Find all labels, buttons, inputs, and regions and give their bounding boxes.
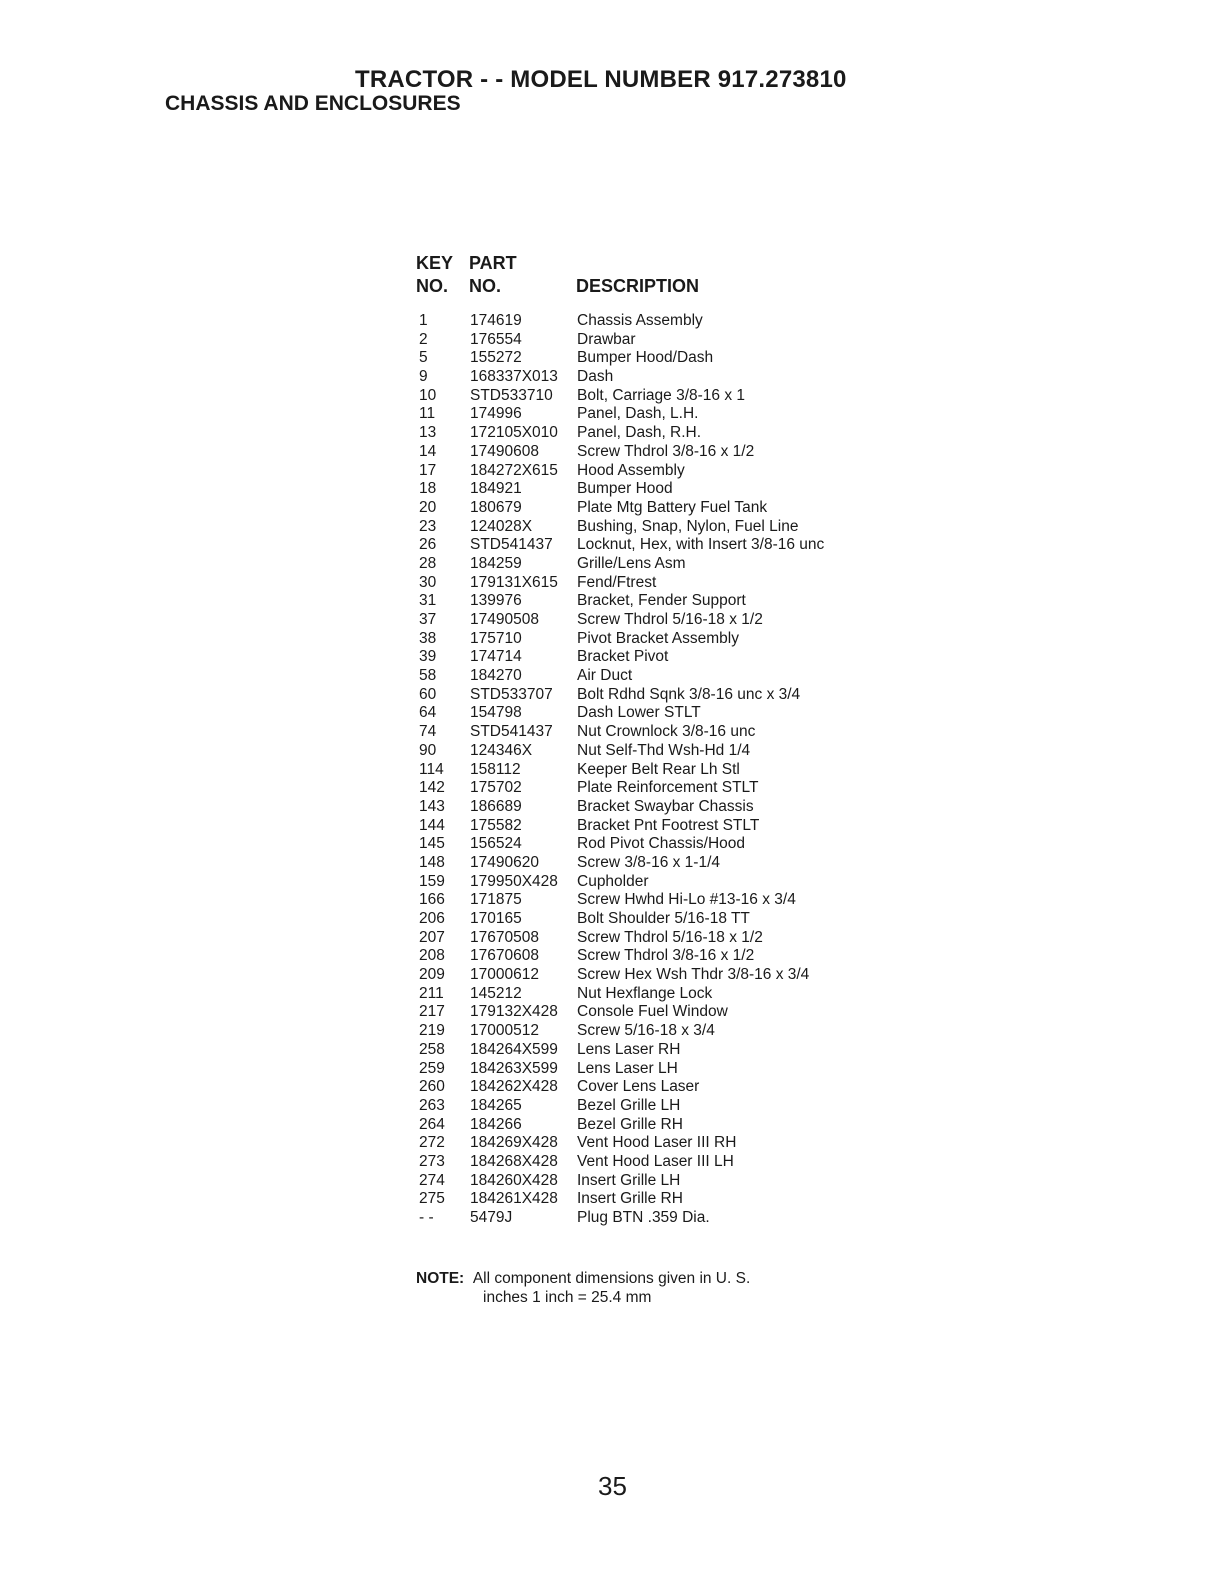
description: Bolt, Carriage 3/8-16 x 1 — [577, 386, 746, 404]
key-no: 74 — [419, 723, 437, 741]
key-no: 23 — [419, 517, 437, 535]
key-no: 275 — [419, 1190, 445, 1208]
part-no: 174996 — [470, 405, 522, 423]
description: Screw 5/16-18 x 3/4 — [577, 1022, 715, 1040]
key-no: 263 — [419, 1096, 445, 1114]
key-no: 274 — [419, 1171, 445, 1189]
part-no: STD541437 — [470, 536, 553, 554]
key-no: 5 — [419, 349, 428, 367]
part-no: 172105X010 — [470, 424, 558, 442]
key-no: 273 — [419, 1152, 445, 1170]
description: Dash Lower STLT — [577, 704, 701, 722]
description: Insert Grille RH — [577, 1190, 683, 1208]
key-no: 10 — [419, 386, 437, 404]
description: Pivot Bracket Assembly — [577, 629, 739, 647]
note-label: NOTE: — [416, 1270, 465, 1287]
key-no: 142 — [419, 779, 445, 797]
key-no: 38 — [419, 629, 437, 647]
part-no: 175710 — [470, 629, 522, 647]
key-no: 90 — [419, 741, 437, 759]
part-no: 184262X428 — [470, 1078, 558, 1096]
part-no: 155272 — [470, 349, 522, 367]
part-no: 154798 — [470, 704, 522, 722]
description: Screw Hex Wsh Thdr 3/8-16 x 3/4 — [577, 966, 810, 984]
key-no: 272 — [419, 1134, 445, 1152]
key-no: 144 — [419, 816, 445, 834]
description: Grille/Lens Asm — [577, 554, 686, 572]
part-no: 158112 — [470, 760, 521, 778]
part-no: 17490620 — [470, 853, 539, 871]
part-no: 17000512 — [470, 1022, 539, 1040]
page-number: 35 — [598, 1471, 627, 1501]
header-key-line1: KEY — [416, 253, 454, 273]
part-no: 124028X — [470, 517, 533, 535]
key-no: 20 — [419, 498, 437, 516]
key-no: 60 — [419, 685, 437, 703]
part-no: 176554 — [470, 330, 522, 348]
part-no: 184261X428 — [470, 1190, 558, 1208]
key-no: 30 — [419, 573, 437, 591]
description: Rod Pivot Chassis/Hood — [577, 835, 745, 853]
part-no: 184269X428 — [470, 1134, 558, 1152]
description: Bushing, Snap, Nylon, Fuel Line — [577, 517, 799, 535]
description: Screw Thdrol 5/16-18 x 1/2 — [577, 928, 763, 946]
key-no: 219 — [419, 1022, 445, 1040]
part-no: 184264X599 — [470, 1040, 558, 1058]
key-no: 37 — [419, 611, 437, 628]
part-no: 175702 — [470, 779, 522, 797]
key-no: 39 — [419, 648, 437, 666]
part-no: 17000612 — [470, 966, 539, 984]
part-no: 184263X599 — [470, 1059, 558, 1077]
key-no: 11 — [419, 405, 436, 423]
description: Screw Thdrol 5/16-18 x 1/2 — [577, 611, 763, 628]
description: Hood Assembly — [577, 461, 685, 479]
key-no: 209 — [419, 966, 445, 984]
note — [416, 1269, 750, 1307]
part-no: 184266 — [470, 1115, 522, 1133]
description: Bolt Shoulder 5/16-18 TT — [577, 910, 750, 927]
part-no: 179131X615 — [470, 573, 558, 591]
description: Lens Laser LH — [577, 1059, 678, 1077]
part-no: 17490608 — [470, 442, 539, 460]
part-no: 186689 — [470, 797, 522, 815]
description: Cover Lens Laser — [577, 1078, 700, 1096]
part-no: 174714 — [470, 648, 522, 666]
part-no: 175582 — [470, 816, 522, 834]
part-no: 168337X013 — [470, 368, 558, 386]
part-no: 145212 — [470, 984, 522, 1002]
description: Bezel Grille RH — [577, 1115, 683, 1133]
key-no: 145 — [419, 835, 445, 853]
part-no: 179132X428 — [470, 1003, 558, 1021]
description: Bumper Hood/Dash — [577, 349, 714, 367]
description: Bracket Pnt Footrest STLT — [577, 816, 760, 834]
key-no: 211 — [419, 984, 444, 1002]
description: Locknut, Hex, with Insert 3/8-16 unc — [577, 536, 825, 554]
part-no: 184921 — [470, 480, 522, 498]
key-no: 18 — [419, 480, 437, 498]
part-no: STD541437 — [470, 723, 553, 741]
part-no: 179950X428 — [470, 872, 558, 890]
description: Nut Hexflange Lock — [577, 984, 713, 1002]
key-no: 206 — [419, 910, 445, 927]
description: Dash — [577, 368, 614, 386]
key-no: 13 — [419, 424, 437, 442]
key-no: 31 — [419, 592, 437, 610]
key-no: 148 — [419, 853, 445, 871]
description: Bracket Pivot — [577, 648, 669, 666]
part-no: 184270 — [470, 667, 522, 685]
description: Screw 3/8-16 x 1-1/4 — [577, 853, 721, 871]
key-no: 264 — [419, 1115, 445, 1133]
part-no: 184260X428 — [470, 1171, 558, 1189]
key-no: 2 — [419, 330, 428, 348]
description: Screw Hwhd Hi-Lo #13-16 x 3/4 — [577, 891, 796, 909]
part-no: 139976 — [470, 592, 522, 610]
part-no: 180679 — [470, 498, 522, 516]
key-no: 14 — [419, 442, 437, 460]
page-title: TRACTOR - - MODEL NUMBER 917.273810 — [355, 66, 847, 93]
key-no: 143 — [419, 797, 445, 815]
part-no: 170165 — [470, 910, 522, 927]
description: Plate Mtg Battery Fuel Tank — [577, 498, 768, 516]
description: Console Fuel Window — [577, 1003, 728, 1021]
header-part-line2: NO. — [469, 276, 502, 296]
description: Screw Thdrol 3/8-16 x 1/2 — [577, 442, 755, 460]
key-no: 64 — [419, 704, 437, 722]
description: Bumper Hood — [577, 480, 673, 498]
description: Screw Thdrol 3/8-16 x 1/2 — [577, 947, 755, 965]
key-no: 1 — [419, 312, 428, 329]
key-no: 208 — [419, 947, 445, 965]
description: Plug BTN .359 Dia. — [577, 1209, 710, 1226]
description: Drawbar — [577, 330, 636, 348]
header-key-line2: NO. — [416, 276, 449, 296]
part-no: 174619 — [470, 312, 522, 329]
key-no: 260 — [419, 1078, 445, 1096]
description: Cupholder — [577, 872, 649, 890]
note-line2: inches 1 inch = 25.4 mm — [483, 1289, 652, 1306]
description: Insert Grille LH — [577, 1171, 681, 1189]
key-no: 58 — [419, 667, 437, 685]
part-no: 171875 — [470, 891, 522, 909]
part-no: 156524 — [470, 835, 522, 853]
description: Nut Crownlock 3/8-16 unc — [577, 723, 756, 741]
description: Bezel Grille LH — [577, 1096, 681, 1114]
key-no: 159 — [419, 872, 445, 890]
description: Air Duct — [577, 667, 633, 685]
note-line1: All component dimensions given in U. S. — [472, 1270, 751, 1287]
key-no: 217 — [419, 1003, 445, 1021]
key-no: 114 — [419, 760, 444, 778]
key-no: 17 — [419, 461, 437, 479]
description: Bracket, Fender Support — [577, 592, 746, 610]
part-no: 184259 — [470, 554, 522, 572]
header-description: DESCRIPTION — [576, 276, 700, 296]
section-subtitle: CHASSIS AND ENCLOSURES — [165, 92, 461, 115]
key-no: - - — [419, 1209, 434, 1226]
key-no: 26 — [419, 536, 437, 554]
part-no: 17670508 — [470, 928, 539, 946]
description: Bolt Rdhd Sqnk 3/8-16 unc x 3/4 — [577, 685, 801, 703]
key-no: 9 — [419, 368, 428, 386]
description: Vent Hood Laser III LH — [577, 1152, 734, 1170]
header-part-line1: PART — [469, 253, 517, 273]
part-no: 17670608 — [470, 947, 539, 965]
description: Panel, Dash, L.H. — [577, 405, 699, 423]
description: Bracket Swaybar Chassis — [577, 797, 754, 815]
description: Nut Self-Thd Wsh-Hd 1/4 — [577, 741, 751, 759]
key-no: 207 — [419, 928, 445, 946]
description: Keeper Belt Rear Lh Stl — [577, 760, 740, 778]
part-no: 124346X — [470, 741, 533, 759]
part-no: 17490508 — [470, 611, 539, 628]
part-no: STD533707 — [470, 685, 553, 703]
description: Plate Reinforcement STLT — [577, 779, 759, 797]
key-no: 28 — [419, 554, 437, 572]
part-no: 184268X428 — [470, 1152, 558, 1170]
part-no: STD533710 — [470, 386, 553, 404]
key-no: 258 — [419, 1040, 445, 1058]
description: Fend/Ftrest — [577, 573, 657, 591]
part-no: 5479J — [470, 1209, 513, 1226]
key-no: 259 — [419, 1059, 445, 1077]
part-no: 184272X615 — [470, 461, 558, 479]
description: Vent Hood Laser III RH — [577, 1134, 737, 1152]
key-no: 166 — [419, 891, 445, 909]
description: Chassis Assembly — [577, 312, 703, 329]
part-no: 184265 — [470, 1096, 522, 1114]
description: Panel, Dash, R.H. — [577, 424, 702, 442]
description: Lens Laser RH — [577, 1040, 681, 1058]
